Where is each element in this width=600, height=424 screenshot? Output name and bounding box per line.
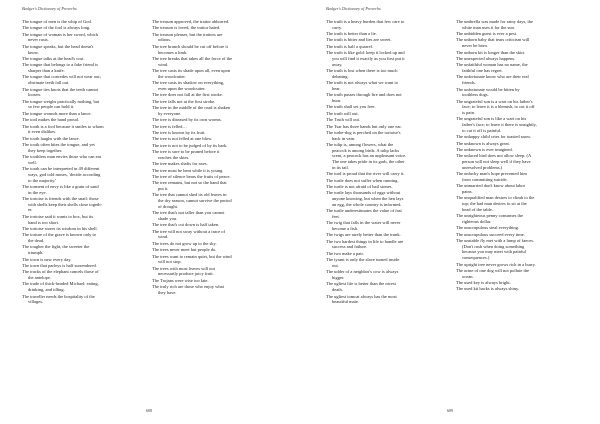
proverb-entry: The tongue that belongs to a fake friend is sharper than a knife. bbox=[22, 62, 98, 74]
proverb-entry: The unbidden guest is ever a pest. bbox=[456, 31, 518, 37]
proverb-entry: The Truth will out. bbox=[326, 117, 361, 123]
proverb-entry: The tongue talks at the head's cost. bbox=[22, 55, 85, 61]
proverb-entry: The turtle does not suffer when running. bbox=[326, 177, 399, 183]
proverb-entry: The tongue of the fool is always long. bbox=[22, 25, 91, 31]
proverb-entry: The unrighteous penny consumes the righteous dollar. bbox=[456, 213, 523, 224]
proverb-entry: The treason approved, the traitor abhorred. bbox=[152, 19, 230, 24]
proverb-entry: The truth is half a quarrel. bbox=[326, 43, 373, 49]
proverb-entry: The unhappy child cries for toasted snow. bbox=[456, 134, 532, 140]
proverb-entry: The treason pleases, but the traitors are odious. bbox=[152, 31, 223, 43]
right-page bbox=[300, 0, 600, 424]
proverb-entry: The tree that's not taller than you cannot shade you. bbox=[152, 210, 225, 221]
proverb-entry: The tongue of woman is her sword, which never rusts. bbox=[22, 31, 98, 43]
right-page-column-2 bbox=[456, 19, 590, 293]
proverb-entry: The tortoise said it wants to box, but its hand is too short. bbox=[22, 213, 94, 225]
proverb-entry: The tree of silence bears the fruits of peace. bbox=[152, 173, 231, 179]
proverb-entry: The tree in the middle of the road is shaken by everyone. bbox=[152, 105, 231, 116]
proverb-entry: The two hardest things in life to handle are success and failure. bbox=[326, 238, 404, 250]
proverb-entry: The tree casts its shade upon all, even upon the woodcutter. bbox=[152, 68, 231, 79]
proverb-entry: The twigs are rarely better than the trunk. bbox=[326, 232, 401, 238]
proverb-entry: The tooth often bites the tongue, and yet they keep together. bbox=[22, 142, 95, 153]
proverb-entry: The toothless man envies those who can eat well. bbox=[22, 154, 101, 165]
proverb-entry: The town that parleys is half surrendered. bbox=[22, 262, 97, 268]
proverb-entry: The truly rich are those who enjoy what they have. bbox=[152, 284, 224, 295]
proverb-entry: The tongue wounds more than a lance. bbox=[22, 110, 92, 116]
proverb-entry: The tree is not to be judged of by its bark. bbox=[152, 142, 228, 148]
proverb-entry: The turtle is not afraid of hail stones. bbox=[326, 183, 393, 189]
proverb-entry: The tongue that concedes will not wear out; obstinate teeth fall out. bbox=[22, 74, 101, 86]
proverb-entry: The urine of one dog will not pollute the ocean. bbox=[456, 267, 529, 279]
proverb-entry: The two make a pair. bbox=[326, 250, 364, 256]
proverb-entry: The tree breaks that takes all the force of the wind. bbox=[152, 55, 233, 67]
proverb-entry: The trees do not grow up to the sky. bbox=[152, 240, 217, 246]
left-page-column-2 bbox=[152, 19, 286, 296]
proverb-entry: The trees with most leaves will not necessarily produce juicy fruit. bbox=[152, 265, 215, 277]
proverb-entry: The turtle underestimates the value of fast feet. bbox=[326, 208, 402, 219]
proverb-entry: The tree must be bent while it is young. bbox=[152, 167, 224, 173]
proverb-entry: The used key is always bright. bbox=[456, 280, 511, 286]
proverb-entry: The tool makes the hand proud. bbox=[22, 117, 79, 123]
proverb-entry: The unborn kit is longer than the skirt. bbox=[456, 49, 526, 55]
proverb-entry: The unqualified man desires to climb to the top; the bad man desires to sit at the head of the table. bbox=[456, 195, 535, 212]
proverb-entry: The tree that's cut down is half taken. bbox=[152, 222, 220, 228]
proverb-entry: The turtle lays thousands of eggs without anyone knowing, but when the hen lays an egg, the whole country is informed. bbox=[326, 190, 404, 207]
proverb-entry: The turd is proud that the river will carry it. bbox=[326, 171, 405, 177]
proverb-entry: The tree does not fall at the first stroke. bbox=[152, 92, 223, 98]
proverb-entry: The unfaithful woman has no name, the faithful one has regret. bbox=[456, 62, 528, 74]
running-head: Badger's Dictionary of Proverbs bbox=[22, 6, 77, 11]
proverb-entry: The udder of a neighbor's cow is always bigger. bbox=[326, 269, 399, 281]
proverb-entry: The traveller needs the hospitality of the villages. bbox=[22, 293, 95, 305]
proverb-entry: The ugliest tomcat always has the most beautiful mate. bbox=[326, 293, 397, 305]
left-page-column-1 bbox=[22, 19, 156, 306]
proverb-entry: The torment of envy is like a grain of sand in the eye. bbox=[22, 183, 99, 195]
proverb-entry: The unborn baby that tears criticism will never be born. bbox=[456, 37, 530, 49]
proverb-entry: The torture of the grave is known only to the dead. bbox=[22, 232, 96, 244]
proverb-entry: The trade of thick-headed Michael: eating, drinking, and idling. bbox=[22, 281, 99, 293]
proverb-entry: The tree is felled… bbox=[152, 123, 187, 129]
proverb-entry: The unfortunate know who are their real friends. bbox=[456, 74, 529, 86]
proverb-entry: The treason is loved, the traitor hated. bbox=[152, 25, 221, 31]
proverb-entry: The unknown is ever imagined. bbox=[456, 147, 513, 153]
proverb-entry: The tongue speaks, but the head doesn't know. bbox=[22, 43, 94, 55]
proverb-entry: The truth is a heavy burden that few care to carry. bbox=[326, 19, 405, 30]
page-number: 609 bbox=[447, 408, 453, 413]
proverb-entry: The town is new every day. bbox=[22, 256, 72, 262]
proverb-entry: The tongue weighs practically nothing, but so few people can hold it. bbox=[22, 98, 100, 110]
proverb-entry: The used kit hacks is always shiny. bbox=[456, 286, 520, 292]
proverb-entry: The tree is known by its fruit. bbox=[152, 129, 206, 135]
proverb-entry: The torah can be interpreted in 49 different ways, god told moses, 'decide according to the majority.' bbox=[22, 166, 101, 183]
proverb-entry: The tortoise stores its wisdom in his shell. bbox=[22, 225, 98, 231]
proverb-entry: The truth is not always what we want to hear. bbox=[326, 80, 398, 91]
page-number: 608 bbox=[146, 408, 152, 413]
proverb-entry: The unscrupulous succeed every time. bbox=[456, 231, 525, 237]
proverb-entry: The ungrateful son is a wart on his father's face; to leave it is a blemish, to cut it off is pain. bbox=[456, 98, 535, 116]
proverb-entry: The truth is better than a lie. bbox=[326, 31, 377, 37]
proverb-entry: The ungrateful son is like a wart on his father's face; to leave it there is unsightly, to cut it off is painful. bbox=[456, 116, 537, 133]
proverb-entry: The truth will out. bbox=[326, 110, 359, 116]
proverb-entry: The tooth laughs with the lance. bbox=[22, 135, 80, 141]
proverb-entry: The umbrella was made for rainy days, the white man uses it for the sun. bbox=[456, 19, 533, 30]
proverb-entry: The tree is sure to be pruned before it reaches the skies. bbox=[152, 149, 220, 160]
proverb-entry: The tyrant is only the slave turned inside out. bbox=[326, 257, 400, 268]
proverb-entry: The tortoise is friends with the snail: those with shells keep their shells close togeth- er. bbox=[22, 196, 102, 213]
proverb-entry: The Tsar has three hands but only one ear. bbox=[326, 123, 402, 129]
proverb-entry: The unexpected always happens. bbox=[456, 55, 516, 61]
proverb-entry: The ugliest life is better than the nicest death. bbox=[326, 281, 396, 293]
proverb-entry: The unlaced bird does not allow sleep. (A person will not sleep well if they have unresolved problems.) bbox=[456, 153, 532, 170]
proverb-entry: The unknown is always great. bbox=[456, 140, 510, 146]
proverb-entry: The turbe-dog is perched on the tortoise's back in vain. bbox=[326, 129, 401, 141]
proverb-entry: The unfortunate would be bitten by toothless dogs. bbox=[456, 86, 520, 98]
proverb-entry: The truth is lost when there is too much debating. bbox=[326, 68, 398, 79]
right-page-column-1 bbox=[326, 19, 460, 306]
proverb-entry: The tongue of men is the whip of God. bbox=[22, 19, 92, 24]
proverb-entry: The Trojans were wise too late. bbox=[152, 277, 209, 283]
proverb-entry: The truth is bitter and lies are sweet. bbox=[326, 37, 392, 43]
proverb-entry: The truth passes through fire and does not burn. bbox=[326, 92, 402, 103]
proverb-entry: The truth shall set you free. bbox=[326, 104, 376, 110]
running-head: Badger's Dictionary of Proverbs bbox=[326, 6, 381, 11]
proverb-entry: The tree remains, but not so the hand that put it. bbox=[152, 180, 227, 192]
proverb-entry: The unscrupulous steal everything. bbox=[456, 225, 519, 231]
proverb-entry: The tulip is, among flowers, what the peacock is among birds. A tulip lacks scent, a peacock has an unpleasant voice. The one takes pride in its garb, the other in its tail. bbox=[326, 142, 407, 170]
proverb-entry: The tree casts its shadow on everything, even upon the woodcutter. bbox=[152, 80, 225, 91]
proverb-entry: The tooth is a fool because it smiles to whom it even dislikes. bbox=[22, 123, 104, 135]
proverb-entry: The tree branch should be cut off before it becomes a limb. bbox=[152, 43, 228, 55]
proverb-entry: The unlucky man's hope prevented him from committing suicide. bbox=[456, 171, 527, 182]
proverb-entry: The truth is like gold: keep it locked up and you will find it exactly as you first put it away. bbox=[326, 50, 405, 67]
proverb-entry: The tree will not sway without a trace of wind. bbox=[152, 228, 225, 240]
proverb-entry: The tree makes shafts for axes. bbox=[152, 161, 208, 167]
proverb-entry: The trees want to remain quiet, but the wind will not stop. bbox=[152, 253, 232, 265]
proverb-entry: The twig that falls in the water will never become a fish. bbox=[326, 220, 401, 231]
proverb-entry: The tree falls not at the first stroke. bbox=[152, 98, 216, 104]
proverb-entry: The unmarried don't know about labor pains. bbox=[456, 183, 526, 194]
proverb-entry: The unstable fly met with a lump of faeces. (Don't rush when doing something because you may meet with painful consequences.) bbox=[456, 238, 535, 261]
proverb-entry: The tougher the fight, the sweeter the triumph. bbox=[22, 244, 90, 256]
proverb-entry: The tree that cannot shed its old leaves in the dry season, cannot survive the period of drought. bbox=[152, 192, 232, 209]
proverb-entry: The tree is diseased by its own worms. bbox=[152, 117, 222, 123]
proverb-entry: The upright tree never grows rich in a hurry. bbox=[456, 261, 536, 267]
proverb-entry: The trees never meet but people do. bbox=[152, 247, 217, 253]
proverb-entry: The tracks of the elephant cancels those of the antelope. bbox=[22, 269, 99, 281]
proverb-entry: The tree is not felled at one blow. bbox=[152, 136, 213, 142]
proverb-entry: The tongue ties knots that the teeth cannot loosen. bbox=[22, 86, 99, 98]
